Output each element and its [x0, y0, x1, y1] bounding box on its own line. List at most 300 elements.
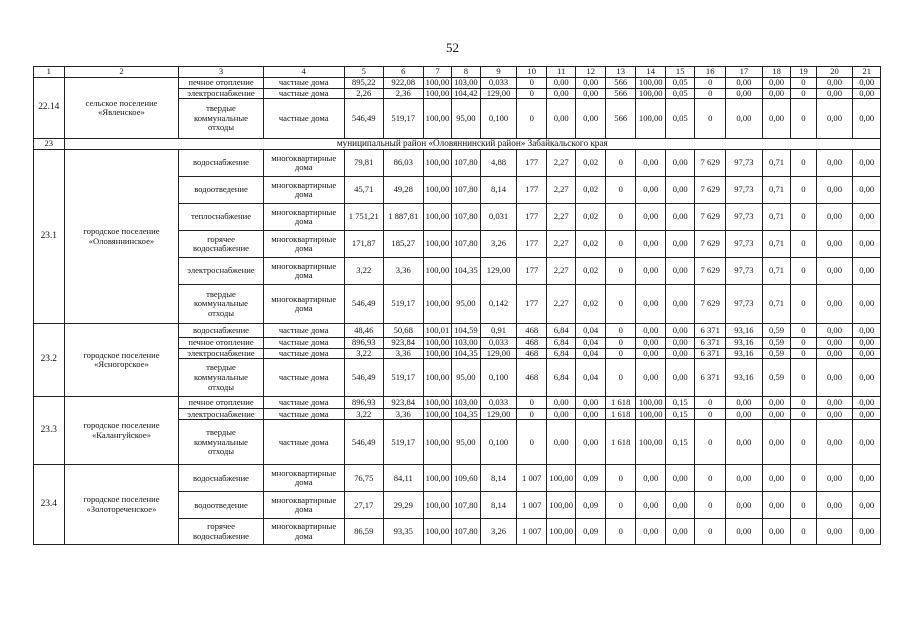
value-cell: 100,00 — [423, 348, 451, 359]
value-cell: 0,100 — [480, 99, 517, 139]
value-cell: 7 629 — [695, 150, 726, 177]
value-cell: 0 — [605, 359, 636, 397]
value-cell: 0,00 — [726, 88, 763, 99]
value-cell: 0 — [605, 492, 636, 519]
value-cell: 0,00 — [546, 420, 575, 465]
value-cell: 0,02 — [576, 285, 605, 324]
header-cell: 15 — [665, 67, 694, 78]
row-number: 23.3 — [34, 397, 65, 465]
value-cell: 0,00 — [762, 397, 790, 409]
value-cell: 0,00 — [816, 324, 853, 338]
value-cell: 177 — [517, 204, 546, 231]
value-cell: 546,49 — [344, 359, 383, 397]
value-cell: 7 629 — [695, 231, 726, 258]
value-cell: 95,00 — [452, 420, 480, 465]
housing-type-cell: частные дома — [263, 359, 344, 397]
value-cell: 0,00 — [816, 78, 853, 89]
header-cell: 2 — [64, 67, 179, 78]
value-cell: 0,00 — [665, 258, 694, 285]
value-cell: 3,36 — [383, 348, 423, 359]
row-number: 22.14 — [34, 78, 65, 139]
value-cell: 0,00 — [665, 465, 694, 492]
value-cell: 0,00 — [816, 420, 853, 465]
value-cell: 3,22 — [344, 348, 383, 359]
value-cell: 0,00 — [853, 359, 881, 397]
header-cell: 6 — [383, 67, 423, 78]
value-cell: 3,26 — [480, 231, 517, 258]
settlement-name: городское поселение «Оловяннинское» — [64, 150, 179, 324]
value-cell: 107,80 — [452, 204, 480, 231]
header-cell: 14 — [636, 67, 665, 78]
value-cell: 97,73 — [726, 231, 763, 258]
value-cell: 0,00 — [762, 420, 790, 465]
value-cell: 100,00 — [423, 285, 451, 324]
value-cell: 0 — [605, 258, 636, 285]
value-cell: 0,033 — [480, 338, 517, 349]
service-cell: твердые коммунальные отходы — [179, 285, 263, 324]
value-cell: 1 618 — [605, 420, 636, 465]
value-cell: 0,00 — [636, 258, 665, 285]
value-cell: 0 — [605, 465, 636, 492]
value-cell: 100,00 — [636, 409, 665, 420]
value-cell: 0,05 — [665, 78, 694, 89]
value-cell: 0,00 — [853, 78, 881, 89]
value-cell: 97,73 — [726, 204, 763, 231]
value-cell: 0 — [517, 99, 546, 139]
value-cell: 177 — [517, 177, 546, 204]
value-cell: 0,00 — [636, 359, 665, 397]
value-cell: 95,00 — [452, 285, 480, 324]
service-cell: водоотведение — [179, 492, 263, 519]
table-row — [34, 397, 881, 409]
section-number: 23 — [34, 139, 65, 150]
value-cell: 0 — [605, 519, 636, 545]
value-cell: 0 — [695, 409, 726, 420]
value-cell: 100,00 — [636, 88, 665, 99]
value-cell: 7 629 — [695, 285, 726, 324]
value-cell: 100,00 — [423, 99, 451, 139]
value-cell: 0,00 — [726, 397, 763, 409]
service-cell: электроснабжение — [179, 409, 263, 420]
value-cell: 100,00 — [423, 492, 451, 519]
value-cell: 93,16 — [726, 324, 763, 338]
value-cell: 104,35 — [452, 348, 480, 359]
settlement-name: городское поселение «Ясногорское» — [64, 324, 179, 397]
value-cell: 0 — [791, 88, 816, 99]
value-cell: 0,00 — [816, 338, 853, 349]
header-cell: 3 — [179, 67, 263, 78]
row-number: 23.4 — [34, 465, 65, 545]
value-cell: 0,00 — [816, 492, 853, 519]
header-cell: 16 — [695, 67, 726, 78]
value-cell: 79,81 — [344, 150, 383, 177]
value-cell: 0,00 — [762, 99, 790, 139]
value-cell: 1 618 — [605, 409, 636, 420]
housing-type-cell: частные дома — [263, 324, 344, 338]
value-cell: 0,00 — [665, 285, 694, 324]
value-cell: 45,71 — [344, 177, 383, 204]
value-cell: 0,04 — [576, 359, 605, 397]
housing-type-cell: многоквартирные дома — [263, 177, 344, 204]
value-cell: 0,00 — [665, 492, 694, 519]
value-cell: 0,033 — [480, 397, 517, 409]
value-cell: 129,00 — [480, 409, 517, 420]
value-cell: 0,00 — [816, 519, 853, 545]
value-cell: 0,00 — [816, 409, 853, 420]
service-cell: печное отопление — [179, 78, 263, 89]
value-cell: 0,00 — [546, 409, 575, 420]
value-cell: 93,35 — [383, 519, 423, 545]
value-cell: 0,00 — [853, 420, 881, 465]
value-cell: 0,05 — [665, 99, 694, 139]
service-cell: электроснабжение — [179, 258, 263, 285]
value-cell: 4,88 — [480, 150, 517, 177]
value-cell: 109,60 — [452, 465, 480, 492]
value-cell: 0,00 — [665, 519, 694, 545]
value-cell: 100,00 — [423, 409, 451, 420]
value-cell: 0,71 — [762, 150, 790, 177]
value-cell: 1 007 — [517, 519, 546, 545]
value-cell: 6 371 — [695, 348, 726, 359]
value-cell: 2,27 — [546, 204, 575, 231]
value-cell: 0,00 — [816, 348, 853, 359]
value-cell: 8,14 — [480, 177, 517, 204]
header-cell: 11 — [546, 67, 575, 78]
value-cell: 93,16 — [726, 359, 763, 397]
header-cell: 9 — [480, 67, 517, 78]
value-cell: 0 — [791, 150, 816, 177]
value-cell: 0,00 — [546, 99, 575, 139]
value-cell: 0,00 — [576, 88, 605, 99]
value-cell: 177 — [517, 285, 546, 324]
value-cell: 0,00 — [665, 231, 694, 258]
header-cell: 8 — [452, 67, 480, 78]
value-cell: 2,36 — [383, 88, 423, 99]
value-cell: 104,42 — [452, 88, 480, 99]
housing-type-cell: частные дома — [263, 99, 344, 139]
value-cell: 0 — [695, 88, 726, 99]
value-cell: 100,00 — [546, 519, 575, 545]
value-cell: 1 618 — [605, 397, 636, 409]
value-cell: 923,84 — [383, 397, 423, 409]
value-cell: 546,49 — [344, 99, 383, 139]
value-cell: 0 — [605, 285, 636, 324]
service-cell: водоснабжение — [179, 465, 263, 492]
value-cell: 6 371 — [695, 359, 726, 397]
value-cell: 48,46 — [344, 324, 383, 338]
value-cell: 0,09 — [576, 519, 605, 545]
value-cell: 100,00 — [423, 338, 451, 349]
value-cell: 0 — [605, 204, 636, 231]
value-cell: 0 — [791, 204, 816, 231]
value-cell: 0,00 — [816, 150, 853, 177]
value-cell: 6 371 — [695, 324, 726, 338]
value-cell: 107,80 — [452, 231, 480, 258]
service-cell: электроснабжение — [179, 88, 263, 99]
value-cell: 0,00 — [762, 465, 790, 492]
table-row — [34, 150, 881, 177]
value-cell: 0,00 — [853, 397, 881, 409]
value-cell: 0,00 — [853, 492, 881, 519]
row-number: 23.1 — [34, 150, 65, 324]
value-cell: 0 — [695, 99, 726, 139]
value-cell: 0 — [605, 150, 636, 177]
header-cell: 1 — [34, 67, 65, 78]
value-cell: 0,00 — [853, 99, 881, 139]
value-cell: 468 — [517, 348, 546, 359]
value-cell: 0,00 — [816, 99, 853, 139]
tariff-table — [33, 66, 881, 545]
housing-type-cell: многоквартирные дома — [263, 204, 344, 231]
value-cell: 100,00 — [636, 78, 665, 89]
value-cell: 0 — [695, 465, 726, 492]
value-cell: 0,00 — [636, 204, 665, 231]
section-title: муниципальный район «Оловяннинский район» Забайкальского края — [64, 139, 880, 150]
value-cell: 468 — [517, 359, 546, 397]
value-cell: 0,02 — [576, 231, 605, 258]
value-cell: 100,00 — [423, 177, 451, 204]
value-cell: 100,00 — [546, 492, 575, 519]
value-cell: 0,71 — [762, 231, 790, 258]
value-cell: 97,73 — [726, 177, 763, 204]
table-row — [34, 324, 881, 338]
value-cell: 3,22 — [344, 258, 383, 285]
value-cell: 0,00 — [726, 492, 763, 519]
value-cell: 27,17 — [344, 492, 383, 519]
header-cell: 4 — [263, 67, 344, 78]
value-cell: 171,87 — [344, 231, 383, 258]
value-cell: 0,00 — [546, 78, 575, 89]
value-cell: 0,02 — [576, 177, 605, 204]
value-cell: 0,00 — [853, 348, 881, 359]
value-cell: 100,00 — [423, 150, 451, 177]
value-cell: 0,00 — [853, 465, 881, 492]
service-cell: водоотведение — [179, 177, 263, 204]
header-cell: 20 — [816, 67, 853, 78]
value-cell: 519,17 — [383, 359, 423, 397]
value-cell: 0,59 — [762, 348, 790, 359]
value-cell: 546,49 — [344, 285, 383, 324]
value-cell: 29,29 — [383, 492, 423, 519]
housing-type-cell: многоквартирные дома — [263, 285, 344, 324]
value-cell: 100,00 — [636, 99, 665, 139]
value-cell: 0,00 — [546, 397, 575, 409]
value-cell: 0,00 — [816, 258, 853, 285]
value-cell: 0,00 — [853, 258, 881, 285]
value-cell: 0,00 — [816, 397, 853, 409]
value-cell: 0 — [791, 348, 816, 359]
header-cell: 12 — [576, 67, 605, 78]
value-cell: 0 — [605, 177, 636, 204]
value-cell: 0,15 — [665, 420, 694, 465]
value-cell: 0,00 — [665, 177, 694, 204]
value-cell: 0,00 — [726, 78, 763, 89]
value-cell: 100,00 — [423, 231, 451, 258]
value-cell: 107,80 — [452, 177, 480, 204]
value-cell: 0 — [791, 78, 816, 89]
value-cell: 97,73 — [726, 150, 763, 177]
value-cell: 895,22 — [344, 78, 383, 89]
value-cell: 3,26 — [480, 519, 517, 545]
service-cell: электроснабжение — [179, 348, 263, 359]
value-cell: 0,142 — [480, 285, 517, 324]
housing-type-cell: многоквартирные дома — [263, 231, 344, 258]
value-cell: 177 — [517, 150, 546, 177]
value-cell: 0 — [791, 420, 816, 465]
service-cell: горячее водоснабжение — [179, 519, 263, 545]
value-cell: 0,00 — [853, 409, 881, 420]
value-cell: 0 — [605, 338, 636, 349]
value-cell: 107,80 — [452, 519, 480, 545]
value-cell: 0,59 — [762, 359, 790, 397]
housing-type-cell: частные дома — [263, 409, 344, 420]
value-cell: 0 — [517, 88, 546, 99]
value-cell: 0,00 — [726, 519, 763, 545]
value-cell: 100,00 — [636, 397, 665, 409]
value-cell: 100,00 — [423, 465, 451, 492]
value-cell: 103,00 — [452, 78, 480, 89]
service-cell: водоснабжение — [179, 324, 263, 338]
value-cell: 104,35 — [452, 409, 480, 420]
header-cell: 18 — [762, 67, 790, 78]
value-cell: 0,00 — [546, 88, 575, 99]
value-cell: 0,00 — [636, 338, 665, 349]
value-cell: 566 — [605, 88, 636, 99]
table-row — [34, 78, 881, 89]
value-cell: 0,031 — [480, 204, 517, 231]
service-cell: теплоснабжение — [179, 204, 263, 231]
value-cell: 0,00 — [665, 348, 694, 359]
value-cell: 0 — [695, 397, 726, 409]
value-cell: 0,00 — [853, 285, 881, 324]
value-cell: 100,00 — [423, 420, 451, 465]
value-cell: 0,00 — [665, 324, 694, 338]
housing-type-cell: многоквартирные дома — [263, 492, 344, 519]
value-cell: 7 629 — [695, 204, 726, 231]
value-cell: 0 — [791, 519, 816, 545]
settlement-name: городское поселение «Калангуйское» — [64, 397, 179, 465]
value-cell: 0,00 — [636, 177, 665, 204]
value-cell: 468 — [517, 338, 546, 349]
value-cell: 0 — [517, 78, 546, 89]
value-cell: 100,00 — [423, 258, 451, 285]
value-cell: 0,00 — [576, 420, 605, 465]
header-cell: 10 — [517, 67, 546, 78]
value-cell: 0,00 — [816, 359, 853, 397]
value-cell: 100,01 — [423, 324, 451, 338]
housing-type-cell: частные дома — [263, 348, 344, 359]
value-cell: 1 751,21 — [344, 204, 383, 231]
value-cell: 0 — [791, 338, 816, 349]
value-cell: 107,80 — [452, 150, 480, 177]
header-cell: 7 — [423, 67, 451, 78]
value-cell: 0 — [517, 420, 546, 465]
value-cell: 546,49 — [344, 420, 383, 465]
value-cell: 2,27 — [546, 150, 575, 177]
value-cell: 0,02 — [576, 258, 605, 285]
value-cell: 100,00 — [423, 78, 451, 89]
section-row — [34, 139, 881, 150]
value-cell: 0,033 — [480, 78, 517, 89]
service-cell: твердые коммунальные отходы — [179, 359, 263, 397]
value-cell: 468 — [517, 324, 546, 338]
value-cell: 896,93 — [344, 397, 383, 409]
value-cell: 0,00 — [853, 338, 881, 349]
value-cell: 3,36 — [383, 409, 423, 420]
value-cell: 100,00 — [423, 519, 451, 545]
value-cell: 107,80 — [452, 492, 480, 519]
value-cell: 2,27 — [546, 258, 575, 285]
housing-type-cell: частные дома — [263, 78, 344, 89]
value-cell: 0,00 — [816, 204, 853, 231]
value-cell: 0 — [791, 324, 816, 338]
value-cell: 0,15 — [665, 397, 694, 409]
value-cell: 0,00 — [853, 324, 881, 338]
service-cell: твердые коммунальные отходы — [179, 99, 263, 139]
value-cell: 0,02 — [576, 204, 605, 231]
value-cell: 2,27 — [546, 285, 575, 324]
housing-type-cell: многоквартирные дома — [263, 150, 344, 177]
value-cell: 0,00 — [853, 231, 881, 258]
value-cell: 177 — [517, 258, 546, 285]
value-cell: 0,00 — [576, 78, 605, 89]
value-cell: 0,02 — [576, 150, 605, 177]
row-number: 23.2 — [34, 324, 65, 397]
value-cell: 0,59 — [762, 324, 790, 338]
value-cell: 0,15 — [665, 409, 694, 420]
value-cell: 0,04 — [576, 348, 605, 359]
value-cell: 566 — [605, 78, 636, 89]
value-cell: 0,00 — [762, 492, 790, 519]
value-cell: 97,73 — [726, 258, 763, 285]
value-cell: 0,09 — [576, 492, 605, 519]
header-cell: 13 — [605, 67, 636, 78]
value-cell: 100,00 — [423, 359, 451, 397]
value-cell: 0,00 — [636, 150, 665, 177]
value-cell: 8,14 — [480, 465, 517, 492]
value-cell: 2,27 — [546, 231, 575, 258]
value-cell: 896,93 — [344, 338, 383, 349]
value-cell: 97,73 — [726, 285, 763, 324]
value-cell: 100,00 — [423, 204, 451, 231]
value-cell: 0 — [791, 397, 816, 409]
value-cell: 84,11 — [383, 465, 423, 492]
value-cell: 0 — [791, 231, 816, 258]
value-cell: 0,00 — [665, 150, 694, 177]
value-cell: 0,00 — [762, 78, 790, 89]
service-cell: печное отопление — [179, 338, 263, 349]
value-cell: 0,05 — [665, 88, 694, 99]
value-cell: 0,91 — [480, 324, 517, 338]
settlement-name: городское поселение «Золотореченское» — [64, 465, 179, 545]
service-cell: горячее водоснабжение — [179, 231, 263, 258]
value-cell: 8,14 — [480, 492, 517, 519]
value-cell: 129,00 — [480, 88, 517, 99]
value-cell: 0,00 — [576, 397, 605, 409]
service-cell: водоснабжение — [179, 150, 263, 177]
housing-type-cell: многоквартирные дома — [263, 519, 344, 545]
value-cell: 0,09 — [576, 465, 605, 492]
value-cell: 100,00 — [423, 397, 451, 409]
header-row — [34, 67, 881, 78]
value-cell: 0,00 — [636, 519, 665, 545]
value-cell: 0,00 — [816, 88, 853, 99]
value-cell: 0 — [605, 324, 636, 338]
value-cell: 0,71 — [762, 285, 790, 324]
value-cell: 0,00 — [726, 420, 763, 465]
value-cell: 100,00 — [423, 88, 451, 99]
value-cell: 104,35 — [452, 258, 480, 285]
